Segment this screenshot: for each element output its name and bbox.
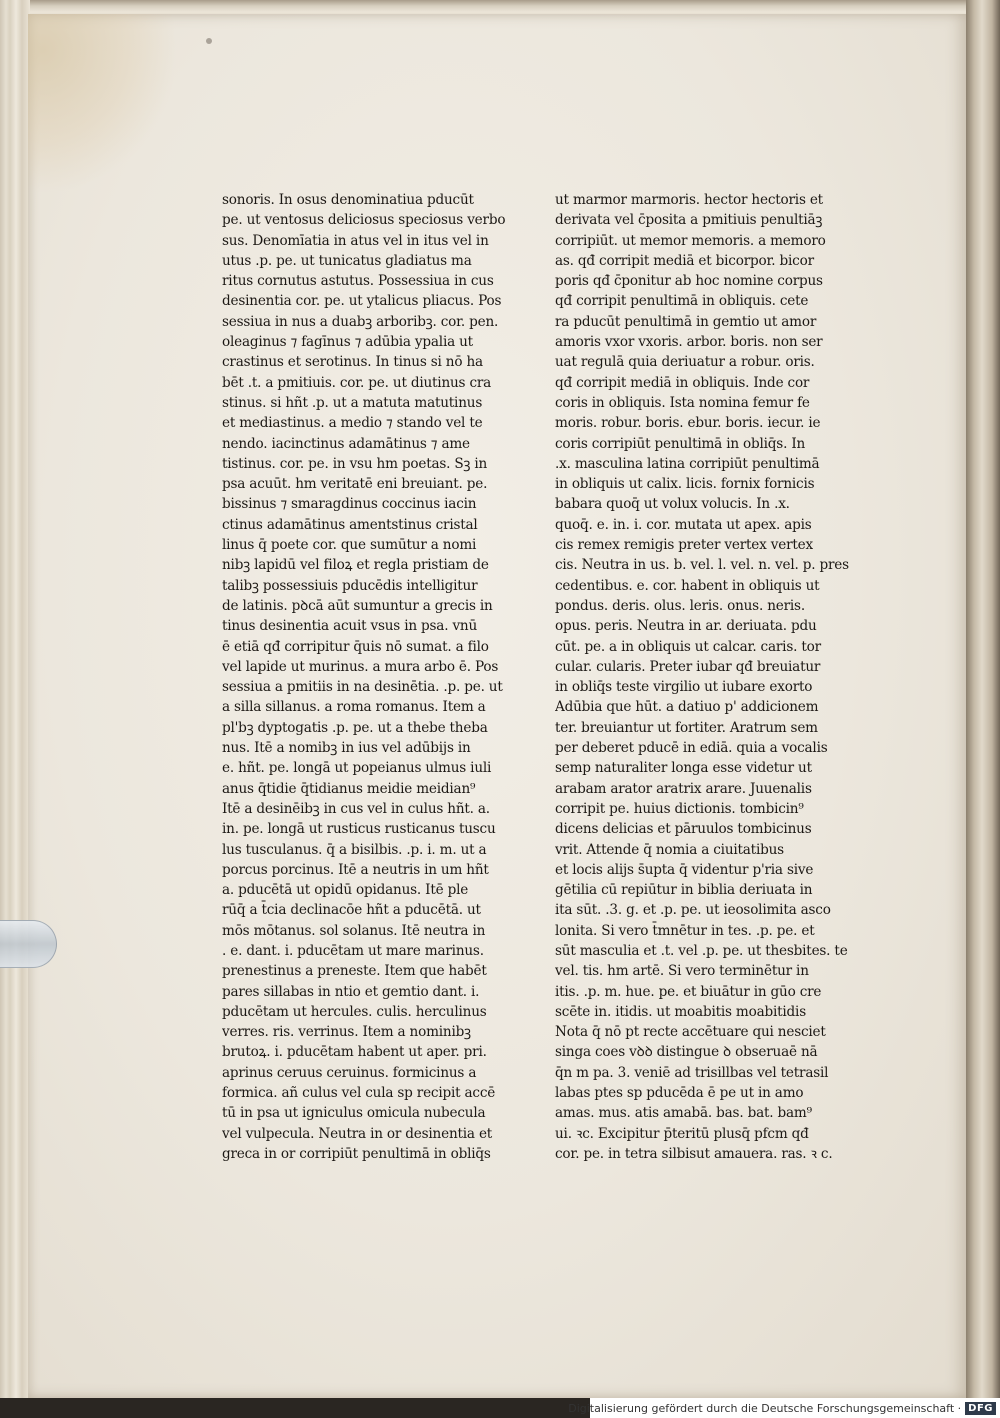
text-line: derivata vel c̄posita a pmitiuis penultiāꝫ	[555, 212, 823, 229]
text-line: stinus. si hñt .p. ut a matuta matutinus	[222, 394, 483, 411]
text-line: corripiūt. ut memor memoris. a memoro	[555, 232, 826, 249]
text-line: cis. Neutra in us. b. vel. l. vel. n. vel. p. pres	[555, 557, 849, 574]
text-line: . e. dant. i. pducētam ut mare marinus.	[222, 942, 484, 959]
text-line: in obliq̄s teste virgilio ut iubare exorto	[555, 679, 813, 696]
text-line: babara quoq̄ ut volux volucis. In .x.	[555, 496, 790, 513]
text-line: qđ corripit penultimā in obliquis. cete	[555, 293, 809, 310]
text-line: bissinus ⁊ smaragdinus coccinus iacin	[222, 496, 477, 513]
text-line: a silla sillanus. a roma romanus. Item a	[222, 699, 486, 716]
text-line: cedentibus. e. cor. habent in obliquis ut	[555, 577, 820, 594]
text-line: greca in or corripiūt penultimā in obliq̄s	[222, 1145, 491, 1162]
text-column-left	[222, 190, 522, 1164]
text-line: pducētam ut hercules. culis. herculinus	[222, 1003, 487, 1020]
text-line: itis. .p. m. hue. pe. et biuātur in gūo cre	[555, 983, 822, 1000]
text-line: tinus desinentia acuit vsus in psa. vnū	[222, 618, 478, 635]
text-line: anus q̄tidie q̄tidianus meidie meidian⁹	[222, 780, 476, 797]
text-line: e. hñt. pe. longā ut popeianus ulmus iuli	[222, 760, 492, 777]
text-line: pl'bꝫ dyptogatis .p. pe. ut a thebe theba	[222, 719, 488, 736]
text-line: poris qđ c̄ponitur ab hoc nomine corpus	[555, 273, 823, 290]
text-line: nus. Itē a nomibꝫ in ius vel adūbijs in	[222, 740, 471, 757]
funding-text: Digitalisierung gefördert durch die Deutsche Forschungsgemeinschaft ·	[568, 1401, 962, 1415]
dfg-logo[interactable]: DFG	[965, 1402, 996, 1415]
water-stain	[28, 14, 178, 194]
text-line: lus tusculanus. q̄ a bisilbis. .p. i. m. ut a	[222, 841, 487, 858]
text-line: amoris vxor vxoris. arbor. boris. non ser	[555, 334, 823, 351]
text-line: talibꝫ possessiuis pducēdis intelligitur	[222, 577, 478, 594]
text-line: arabam arator aratrix arare. Juuenalis	[555, 780, 812, 797]
text-line: ui. ꝛc. Excipitur p̄teritū plusq̄ pfcm qđ	[555, 1125, 809, 1142]
text-line: uat regulā quia deriuatur a robur. oris.	[555, 354, 815, 371]
text-line: sessiua a pmitiis in na desinētia. .p. pe. ut	[222, 679, 503, 696]
text-line: corripit pe. huius dictionis. tombicin⁹	[555, 800, 804, 817]
text-line: Itē a desinēibꝫ in cus vel in culus hñt. a.	[222, 800, 490, 817]
text-line: opus. peris. Neutra in ar. deriuata. pdu	[555, 618, 817, 635]
text-line: ē etiā qđ corripitur q̄uis nō sumat. a filo	[222, 638, 489, 655]
text-line: sessiua in nus a duabꝫ arboribꝫ. cor. pen.	[222, 313, 499, 330]
text-line: a. pducētā ut opidū opidanus. Itē ple	[222, 882, 469, 899]
text-line: utus .p. pe. ut tunicatus gladiatus ma	[222, 252, 472, 269]
text-line: gētilia cū repiūtur in biblia deriuata in	[555, 882, 813, 899]
text-line: prenestinus a preneste. Item que habēt	[222, 963, 487, 980]
page-holder-clip	[0, 920, 57, 968]
text-line: cor. pe. in tetra silbisut amauera. ras. ꝛ c.	[555, 1145, 833, 1162]
text-line: sonoris. In osus denominatiua pducūt	[222, 192, 474, 208]
text-line: Adūbia que hūt. a datiuo p' addicionem	[555, 699, 819, 716]
text-line: scēte in. itidis. ut moabitis moabitidis	[555, 1003, 806, 1020]
text-line: semp naturaliter longa esse videtur ut	[555, 760, 812, 777]
book-left-edge	[0, 0, 30, 1400]
text-line: tū in psa ut igniculus omicula nubecula	[222, 1105, 486, 1122]
text-line: per deberet pducē in ediā. quia a vocalis	[555, 740, 828, 757]
text-line: mōs mōtanus. sol solanus. Itē neutra in	[222, 922, 486, 939]
text-line: coris corripiūt penultimā in obliq̄s. In	[555, 435, 806, 452]
text-line: nibꝫ lapidū vel filoꝝ et regla pristiam de	[222, 557, 489, 574]
text-line: verres. ris. verrinus. Item a nominibꝫ	[222, 1024, 471, 1041]
text-line: ctinus adamātinus amentstinus cristal	[222, 516, 478, 533]
text-line: ritus cornutus astutus. Possessiua in cus	[222, 273, 494, 290]
text-line: in obliquis ut calix. licis. fornix fornicis	[555, 476, 815, 493]
text-line: oleaginus ⁊ fagīnus ⁊ adūbia ypalia ut	[222, 334, 473, 351]
text-line: .x. masculina latina corripiūt penultimā	[555, 455, 820, 472]
text-line: vel lapide ut murinus. a mura arbo ē. Pos	[222, 658, 499, 675]
book-spine-right	[966, 0, 1000, 1418]
text-line: qđ corripit mediā in obliquis. Inde cor	[555, 374, 810, 391]
text-line: labas ptes sp pducēda ē pe ut in amo	[555, 1085, 804, 1102]
text-line: pondus. deris. olus. leris. onus. neris.	[555, 597, 805, 614]
text-line: bēt .t. a pmitiuis. cor. pe. ut diutinus cra	[222, 374, 492, 391]
text-line: amas. mus. atis amabā. bas. bat. bam⁹	[555, 1105, 812, 1122]
text-line: vrit. Attende q̄ nomia a ciuitatibus	[555, 841, 784, 858]
text-line: crastinus et serotinus. In tinus si nō ha	[222, 354, 483, 371]
text-line: coris in obliquis. Ista nomina femur fe	[555, 394, 810, 411]
text-line: quoq̄. e. in. i. cor. mutata ut apex. apis	[555, 516, 812, 533]
text-line: vel vulpecula. Neutra in or desinentia et	[222, 1125, 493, 1142]
text-line: brutoꝝ. i. pducētam habent ut aper. pri.	[222, 1044, 487, 1061]
text-line: sus. Denomīatia in atus vel in itus vel in	[222, 232, 489, 249]
text-line: q̄n m pa. 3. veniē ad trisillbas vel tetrasil	[555, 1064, 829, 1081]
text-line: desinentia cor. pe. ut ytalicus pliacus. Pos	[222, 293, 502, 310]
text-line: pares sillabas in ntio et gemtio dant. i.	[222, 983, 480, 1000]
text-line: aprinus ceruus ceruinus. formicinus a	[222, 1064, 477, 1081]
text-line: et mediastinus. a medio ⁊ stando vel te	[222, 415, 483, 432]
text-line: linus q̄ poete cor. que sumūtur a nomi	[222, 537, 477, 554]
text-line: lonita. Si vero t̄mnētur in tes. .p. pe. et	[555, 922, 815, 939]
text-line: in. pe. longā ut rusticus rusticanus tuscu	[222, 821, 496, 838]
text-line: as. qđ corripit mediā et bicorpor. bicor	[555, 252, 814, 269]
text-line: moris. robur. boris. ebur. boris. iecur. ie	[555, 415, 821, 432]
text-line: ter. breuiantur ut fortiter. Aratrum sem	[555, 719, 818, 736]
text-line: ut marmor marmoris. hector hectoris et	[555, 192, 823, 208]
text-line: vel. tis. hm artē. Si vero terminētur in	[555, 963, 809, 980]
text-line: de latinis. pꝺcā aūt sumuntur a grecis in	[222, 597, 493, 614]
text-column-right	[555, 190, 855, 1164]
text-line: ita sūt. .3. g. et .p. pe. ut ieosolimita asco	[555, 902, 831, 919]
ink-speck	[206, 38, 212, 44]
text-line: psa acuūt. hm veritatē eni breuiant. pe.	[222, 476, 488, 493]
text-line: ra pducūt penultimā in gemtio ut amor	[555, 313, 817, 330]
text-line: et locis alijs s̄upta q̄ videntur p'ria sive	[555, 861, 814, 878]
text-line: formica. añ culus vel cula sp recipit accē	[222, 1085, 496, 1102]
text-line: sūt masculia et .t. vel .p. pe. ut thesbites. te	[555, 942, 848, 959]
text-line: pe. ut ventosus deliciosus speciosus verbo	[222, 212, 506, 229]
text-line: porcus porcinus. Itē a neutris in um hñt	[222, 861, 489, 878]
text-line: rūq̄ a t̄cia declinacōe hñt a pducētā. ut	[222, 902, 481, 919]
text-line: cular. cularis. Preter iubar qđ breuiatur	[555, 658, 821, 675]
text-line: cis remex remigis preter vertex vertex	[555, 537, 813, 554]
text-line: singa coes vꝺꝺ distingue ꝺ obseruaē nā	[555, 1044, 818, 1061]
text-line: dicens delicias et pāruulos tombicinus	[555, 821, 812, 838]
text-line: nendo. iacinctinus adamātinus ⁊ ame	[222, 435, 470, 452]
text-line: tistinus. cor. pe. in vsu hm poetas. Sꝫ in	[222, 455, 488, 472]
text-line: cūt. pe. a in obliquis ut calcar. caris. tor	[555, 638, 821, 655]
scan-border-bottom	[0, 1398, 590, 1418]
text-line: Nota q̄ nō pt recte accētuare qui nesciet	[555, 1024, 826, 1041]
funding-footer	[568, 1398, 1000, 1418]
